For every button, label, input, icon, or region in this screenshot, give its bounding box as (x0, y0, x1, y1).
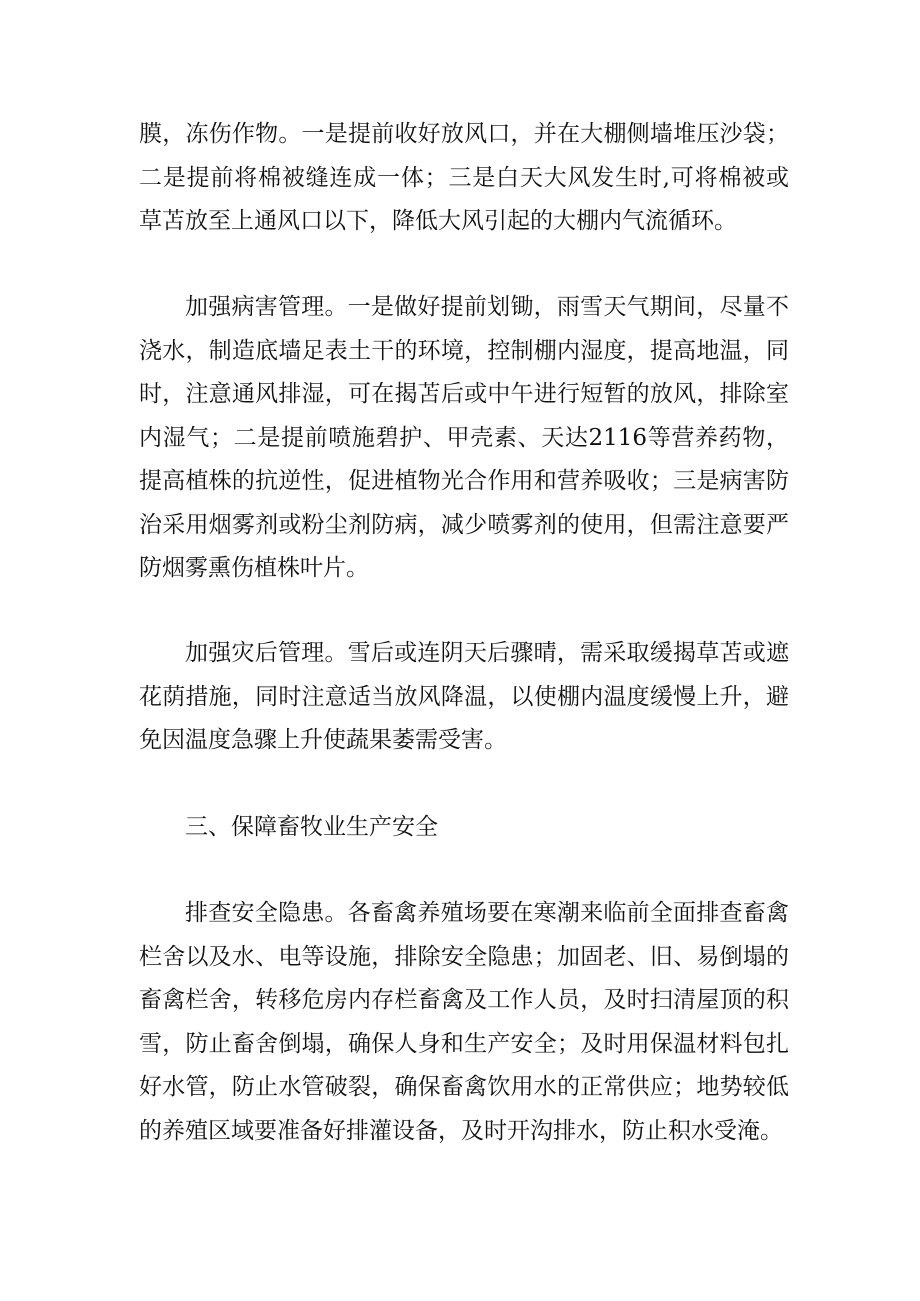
paragraph-safety-hazards: 排查安全隐患。各畜禽养殖场要在寒潮来临前全面排查畜禽栏舍以及水、电等设施，排除安全隐患；加固老、旧、易倒塌的畜禽栏舍，转移危房内存栏畜禽及工作人员，及时扫清屋顶的积雪，防止畜舍倒塌，确保人身和生产安全；及时用保温材料包扎好水管，防止水管破裂，确保畜禽饮用水的正常供应；地势较低的养殖区域要准备好排灌设备，及时开沟排水，防止积水受淹。 (139, 900, 789, 1144)
section-heading-livestock: 三、保障畜牧业生产安全 (185, 814, 438, 840)
paragraph-post-disaster-management: 加强灾后管理。雪后或连阴天后骤晴，需采取缓揭草苫或遮花荫措施，同时注意适当放风降温，以使棚内温度缓慢上升，避免因温度急骤上升使蔬果萎需受害。 (139, 640, 789, 753)
paragraph-disease-management: 加强病害管理。一是做好提前划锄，雨雪天气期间，尽量不浇水，制造底墙足表土干的环境，控制棚内湿度，提高地温，同时，注意通风排湿，可在揭苫后或中午进行短暂的放风，排除室内湿气；二是提前喷施碧护、甲壳素、天达2116等营养药物，提高植株的抗逆性，促进植物光合作用和营养吸收；三是病害防治采用烟雾剂或粉尘剂防病，减少喷雾剂的使用，但需注意要严防烟雾熏伤植株叶片。 (139, 294, 789, 581)
paragraph-continuation: 膜，冻伤作物。一是提前收好放风口，并在大棚侧墙堆压沙袋；二是提前将棉被缝连成一体；三是白天大风发生时,可将棉被或草苫放至上通风口以下，降低大风引起的大棚内气流循环。 (139, 121, 789, 234)
